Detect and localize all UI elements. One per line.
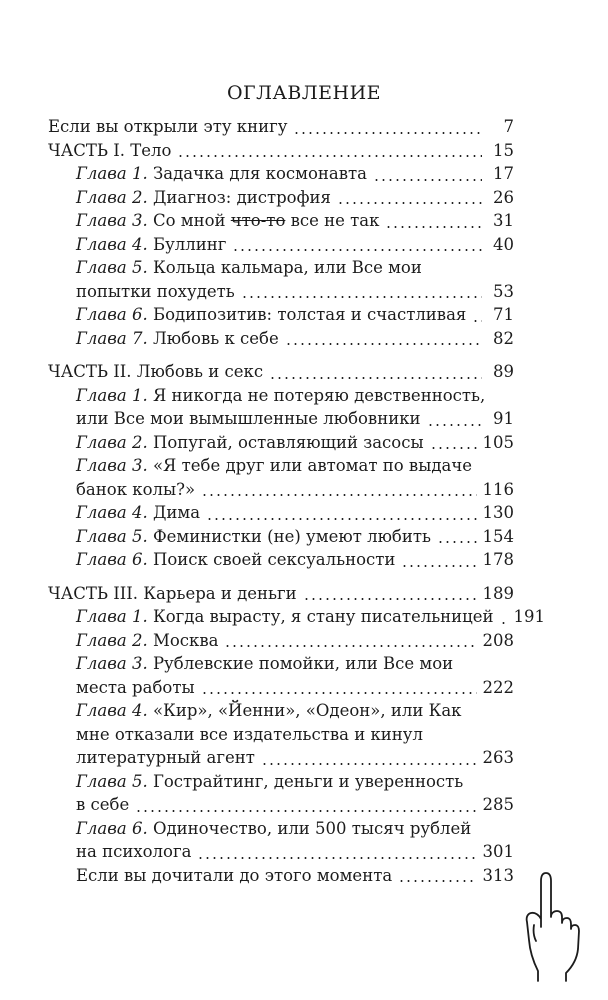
- toc-row: [48, 746, 514, 770]
- toc-row: [48, 699, 514, 723]
- dot-leader: [201, 692, 477, 694]
- chapter-number: Глава 6.: [76, 305, 148, 324]
- chapter-title: [76, 793, 129, 817]
- toc-row: [48, 723, 514, 747]
- chapter-title-text: или Все мои вымышленные любовники: [76, 409, 421, 428]
- chapter-title-text: Любовь к себе: [152, 328, 279, 348]
- chapter-title-text: «Кир», «Йенни», «Одеон», или Как: [152, 701, 462, 720]
- toc-row: [48, 256, 514, 280]
- toc-row: [48, 360, 514, 384]
- page-number: 208: [482, 630, 514, 650]
- toc-row: [48, 280, 514, 304]
- page-number: 71: [493, 305, 514, 324]
- chapter-title-text: попытки похудеть: [76, 281, 235, 301]
- toc-row: [48, 209, 514, 233]
- chapter-title: [76, 525, 431, 549]
- chapter-title: [76, 303, 466, 327]
- toc-title: ОГЛАВЛЕНИЕ: [226, 82, 382, 104]
- chapter-number: Глава 1.: [76, 385, 148, 405]
- page-number: 313: [482, 865, 514, 885]
- chapter-number: Глава 5.: [76, 258, 148, 277]
- dot-leader: [500, 622, 508, 624]
- chapter-number: Глава 7.: [76, 328, 148, 348]
- chapter-title-text: Гострайтинг, деньги и уверенность: [152, 771, 464, 791]
- chapter-title-text: Бодипозитив: толстая и счастливая: [152, 305, 467, 324]
- part-title: ЧАСТЬ II. Любовь и секс: [48, 362, 264, 381]
- chapter-number: Глава 4.: [76, 503, 148, 522]
- toc-row: [48, 501, 514, 525]
- chapter-title-text: Москва: [152, 630, 219, 650]
- chapter-number: Глава 4.: [76, 234, 148, 254]
- toc-row: [48, 548, 514, 572]
- toc-row: [48, 186, 514, 210]
- chapter-title: [76, 605, 494, 629]
- table-of-contents: [48, 115, 546, 887]
- chapter-title: [76, 407, 421, 431]
- page-number: 130: [482, 503, 514, 522]
- dot-leader: [224, 645, 476, 647]
- chapter-title: [76, 817, 471, 841]
- page-number: 105: [482, 432, 514, 452]
- chapter-title: [76, 186, 331, 210]
- chapter-title: [76, 746, 255, 770]
- chapter-title: [76, 501, 200, 525]
- chapter-title: [76, 629, 218, 653]
- toc-entry-title: Если вы дочитали до этого момента: [76, 865, 393, 885]
- chapter-title-text: в себе: [76, 795, 130, 814]
- chapter-number: Глава 1.: [76, 164, 148, 183]
- toc-row: [48, 793, 514, 817]
- dot-leader: [285, 343, 482, 345]
- chapter-number: Глава 6.: [76, 550, 148, 569]
- chapter-title: [76, 256, 422, 280]
- page-number: 17: [493, 164, 514, 183]
- dot-leader: [430, 447, 477, 449]
- chapter-number: Глава 5.: [76, 771, 148, 791]
- dot-leader: [232, 249, 482, 251]
- dot-leader: [293, 132, 482, 134]
- page-number: 178: [482, 550, 514, 569]
- chapter-title-text: Кольца кальмара, или Все мои: [152, 258, 422, 277]
- dot-leader: [472, 320, 482, 322]
- page-number: 15: [493, 140, 514, 160]
- chapter-title-text: Поиск своей сексуальности: [152, 550, 396, 569]
- page-number: 40: [493, 234, 514, 254]
- chapter-title-text: Рублевские помойки, или Все мои: [152, 654, 454, 673]
- toc-row: [48, 525, 514, 549]
- toc-row: [48, 162, 514, 186]
- chapter-number: Глава 4.: [76, 701, 148, 720]
- page-number: 263: [482, 748, 514, 767]
- dot-leader: [427, 424, 482, 426]
- chapter-title: [76, 770, 463, 794]
- dot-leader: [303, 598, 477, 600]
- page-number: 189: [482, 583, 514, 603]
- toc-row: [48, 817, 514, 841]
- dot-leader: [261, 763, 477, 765]
- chapter-number: Глава 6.: [76, 818, 148, 838]
- toc-row: [48, 629, 514, 653]
- toc-row: [48, 454, 514, 478]
- chapter-number: Глава 2.: [76, 432, 148, 452]
- chapter-number: Глава 2.: [76, 187, 148, 207]
- dot-leader: [201, 494, 476, 496]
- dot-leader: [398, 880, 476, 882]
- chapter-title: [76, 723, 423, 747]
- page-number: 116: [482, 479, 514, 499]
- toc-row: [48, 233, 514, 257]
- dot-leader: [197, 857, 476, 859]
- chapter-title-text: Задачка для космонавта: [152, 164, 368, 183]
- chapter-number: Глава 3.: [76, 456, 148, 475]
- part-title: ЧАСТЬ I. Тело: [48, 140, 172, 160]
- page-number: 191: [513, 607, 546, 626]
- page-number: 154: [482, 526, 514, 546]
- chapter-title-text: Феминистки (не) умеют любить: [152, 526, 431, 546]
- chapter-number: Глава 3.: [76, 211, 148, 230]
- toc-row: [48, 676, 514, 700]
- page-number: 91: [493, 409, 514, 428]
- page-number: 222: [482, 677, 514, 697]
- chapter-number: Глава 5.: [76, 526, 148, 546]
- dot-leader: [177, 155, 482, 157]
- toc-row: [48, 770, 514, 794]
- toc-row: [48, 303, 514, 327]
- toc-entry-title: Если вы открыли эту книгу: [48, 117, 288, 136]
- chapter-title-text: Когда вырасту, я стану писательницей: [152, 607, 494, 626]
- chapter-title: [76, 431, 424, 455]
- dot-leader: [206, 518, 476, 520]
- chapter-title: [76, 652, 453, 676]
- chapter-title-text: все не так: [285, 211, 380, 230]
- chapter-title-text: на психолога: [76, 842, 192, 861]
- chapter-title: [76, 840, 191, 864]
- toc-row: [48, 840, 514, 864]
- toc-row: [48, 582, 514, 606]
- page-number: 53: [493, 281, 514, 301]
- chapter-title-text: банок колы?»: [76, 479, 196, 499]
- chapter-title: [76, 454, 472, 478]
- dot-leader: [401, 565, 476, 567]
- toc-row: [48, 605, 546, 629]
- chapter-title-text: Одиночество, или 500 тысяч рублей: [152, 818, 472, 838]
- dot-leader: [135, 810, 476, 812]
- chapter-title: [76, 327, 279, 351]
- page-number: 31: [493, 211, 514, 230]
- page-number: 301: [482, 842, 514, 861]
- dot-leader: [337, 202, 482, 204]
- dot-leader: [437, 541, 477, 543]
- chapter-title-text: «Я тебе друг или автомат по выдаче: [152, 456, 472, 475]
- chapter-title: [76, 162, 367, 186]
- dot-leader: [373, 179, 482, 181]
- toc-row: [48, 115, 514, 139]
- page-number: 82: [493, 328, 514, 348]
- toc-row: [48, 407, 514, 431]
- chapter-title: [76, 699, 462, 723]
- chapter-title: [76, 233, 226, 257]
- dot-leader: [241, 296, 482, 298]
- chapter-title: [76, 478, 195, 502]
- pointing-hand-icon: [508, 865, 588, 985]
- toc-row: [48, 652, 514, 676]
- toc-row: [48, 384, 514, 408]
- page-number: 285: [482, 795, 514, 814]
- chapter-title: [76, 384, 485, 408]
- dot-leader: [269, 377, 482, 379]
- chapter-title-text: мне отказали все издательства и кинул: [76, 724, 423, 744]
- chapter-title: [76, 280, 235, 304]
- page-number: 7: [503, 117, 514, 136]
- chapter-number: Глава 1.: [76, 607, 148, 626]
- page-number: 26: [493, 187, 514, 207]
- chapter-title-text: Буллинг: [152, 234, 227, 254]
- chapter-title: [76, 676, 195, 700]
- chapter-title-text: Я никогда не потеряю девственность,: [152, 385, 486, 405]
- dot-leader: [385, 226, 482, 228]
- chapter-title-text: Со мной: [152, 211, 231, 230]
- toc-row: [48, 864, 514, 888]
- page-number: 89: [493, 362, 514, 381]
- chapter-title: [76, 209, 379, 233]
- toc-row: [48, 431, 514, 455]
- struck-text: что-то: [230, 211, 286, 230]
- part-title: ЧАСТЬ III. Карьера и деньги: [48, 583, 297, 603]
- chapter-number: Глава 2.: [76, 630, 148, 650]
- chapter-title-text: Попугай, оставляющий засосы: [152, 432, 424, 452]
- chapter-title-text: Дима: [152, 503, 201, 522]
- chapter-title-text: Диагноз: дистрофия: [152, 187, 331, 207]
- chapter-title: [76, 548, 395, 572]
- chapter-title-text: литературный агент: [76, 748, 255, 767]
- toc-row: [48, 478, 514, 502]
- chapter-title-text: места работы: [76, 677, 195, 697]
- chapter-number: Глава 3.: [76, 654, 148, 673]
- toc-row: [48, 139, 514, 163]
- toc-row: [48, 327, 514, 351]
